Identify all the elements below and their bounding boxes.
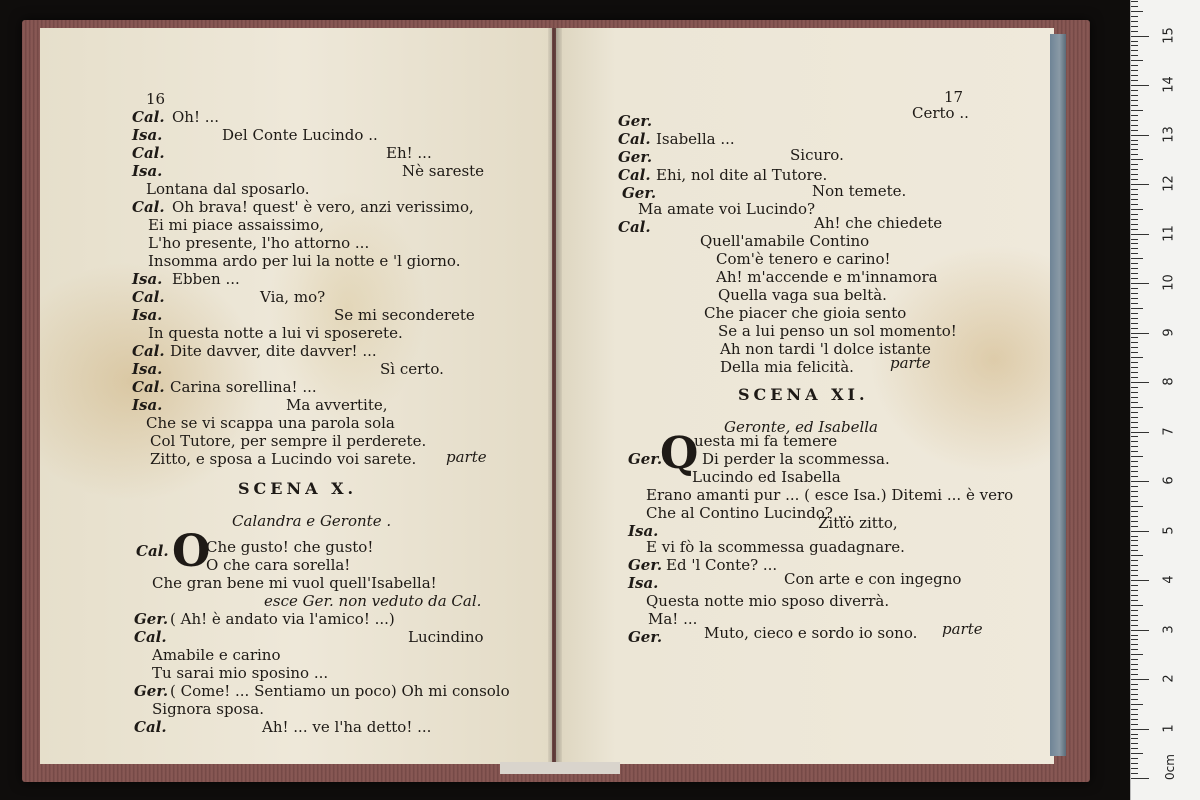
verse-line: Zitto, e sposa a Lucindo voi sarete.	[150, 450, 417, 468]
ruler-tick	[1131, 85, 1149, 86]
speaker: Ger.	[628, 450, 663, 468]
ruler-tick	[1131, 659, 1138, 660]
ruler-tick	[1131, 689, 1138, 690]
verse-line: O che cara sorella!	[206, 556, 351, 574]
verse-line: Ei mi piace assaissimo,	[148, 216, 324, 234]
ruler-tick	[1131, 427, 1138, 428]
ruler-tick	[1131, 70, 1138, 71]
ruler-tick	[1131, 174, 1138, 175]
verse-line: Che gran bene mi vuol quell'Isabella!	[152, 574, 437, 592]
speaker: Ger.	[134, 682, 169, 700]
ruler-number: 11	[1161, 224, 1177, 242]
ruler-number: 1	[1161, 723, 1177, 733]
speaker: Isa.	[132, 126, 163, 144]
verse-line: Lucindino	[408, 628, 484, 646]
ruler-tick	[1131, 164, 1138, 165]
scene-heading: SCENA XI.	[738, 385, 869, 404]
speaker: Isa.	[132, 396, 163, 414]
ruler-tick	[1131, 768, 1138, 769]
ruler-tick	[1131, 456, 1143, 457]
verse-line: Isabella ...	[656, 130, 735, 148]
ruler-tick	[1131, 719, 1138, 720]
ruler-tick	[1131, 694, 1138, 695]
ruler-tick	[1131, 268, 1138, 269]
ruler-tick	[1131, 144, 1138, 145]
verse-line: Signora sposa.	[152, 700, 264, 718]
ruler-number: 8	[1161, 377, 1177, 386]
ruler-tick	[1131, 595, 1138, 596]
ruler-tick	[1131, 130, 1138, 131]
drop-cap: O	[172, 526, 211, 577]
verse-line: Che gusto! che gusto!	[206, 538, 374, 556]
ruler-tick	[1131, 347, 1138, 348]
ruler-tick	[1131, 204, 1138, 205]
verse-line: Ed 'l Conte? ...	[666, 556, 778, 574]
ruler-tick	[1131, 149, 1138, 150]
ruler-tick	[1131, 580, 1149, 581]
ruler-tick	[1131, 412, 1138, 413]
ruler-tick	[1131, 417, 1138, 418]
ruler-tick	[1131, 481, 1149, 482]
ruler-tick	[1131, 1, 1138, 2]
spine-strip	[500, 762, 620, 774]
ruler-tick	[1131, 422, 1138, 423]
ruler-unit-label: 0cm	[1162, 754, 1177, 780]
ruler-tick	[1131, 436, 1138, 437]
ruler-tick	[1131, 382, 1149, 383]
verse-line: E vi fò la scommessa guadagnare.	[646, 538, 905, 556]
ruler-tick	[1131, 318, 1138, 319]
ruler-tick	[1131, 140, 1138, 141]
ruler-tick	[1131, 486, 1138, 487]
ruler-tick	[1131, 763, 1138, 764]
ruler-tick	[1131, 313, 1138, 314]
ruler-tick	[1131, 669, 1138, 670]
speaker: Cal.	[132, 198, 165, 216]
ruler-tick	[1131, 476, 1138, 477]
speaker: Isa.	[628, 574, 659, 592]
ruler-tick	[1131, 461, 1138, 462]
verse-line: Com'è tenero e carino!	[716, 250, 891, 268]
ruler-tick	[1131, 610, 1138, 611]
ruler-tick	[1131, 531, 1149, 532]
ruler-tick	[1131, 441, 1138, 442]
scene-heading: SCENA X.	[238, 479, 358, 498]
ruler-tick	[1131, 724, 1138, 725]
ruler-tick	[1131, 635, 1138, 636]
speaker: Ger.	[628, 628, 663, 646]
verse-line: Muto, cieco e sordo io sono.	[704, 624, 918, 642]
ruler-tick	[1131, 90, 1138, 91]
ruler-tick	[1131, 169, 1138, 170]
verse-line: Eh! ...	[386, 144, 432, 162]
ruler-number: 12	[1161, 175, 1177, 192]
speaker: Cal.	[618, 166, 651, 184]
stage-direction: esce Ger. non veduto da Cal.	[264, 592, 482, 610]
ruler-tick	[1131, 407, 1143, 408]
ruler-tick	[1131, 466, 1138, 467]
ruler-tick	[1131, 555, 1143, 556]
ruler-tick	[1131, 570, 1138, 571]
ruler-tick	[1131, 110, 1143, 111]
ruler-tick	[1131, 219, 1138, 220]
ruler-tick	[1131, 630, 1149, 631]
speaker: Cal.	[132, 108, 165, 126]
ruler-tick	[1131, 432, 1149, 433]
ruler-tick	[1131, 600, 1138, 601]
verse-line: Che piacer che gioia sento	[704, 304, 907, 322]
verse-line: Col Tutore, per sempre il perderete.	[150, 432, 427, 450]
ruler-tick	[1131, 26, 1138, 27]
exit-note: parte	[942, 620, 983, 638]
ruler-tick	[1131, 387, 1138, 388]
ruler-number: 4	[1161, 575, 1177, 584]
ruler-tick	[1131, 293, 1138, 294]
ruler-tick	[1131, 184, 1149, 185]
ruler-tick	[1131, 328, 1138, 329]
ruler-number: 6	[1161, 476, 1177, 485]
ruler-number: 3	[1161, 624, 1177, 634]
verse-line: L'ho presente, l'ho attorno ...	[148, 234, 370, 252]
ruler-tick	[1131, 50, 1138, 51]
ruler-tick	[1131, 159, 1143, 160]
page-edges	[1050, 34, 1066, 756]
ruler-tick	[1131, 778, 1149, 779]
speaker: Cal.	[134, 628, 167, 646]
speaker: Isa.	[132, 270, 163, 288]
ruler-tick	[1131, 565, 1138, 566]
verse-line: Con arte e con ingegno	[784, 570, 962, 588]
exit-note: parte	[890, 354, 931, 372]
ruler-number: 10	[1161, 274, 1177, 291]
ruler-tick	[1131, 41, 1138, 42]
verse-line: Ah! ... ve l'ha detto! ...	[262, 718, 432, 736]
ruler-tick	[1131, 352, 1138, 353]
ruler-tick	[1131, 575, 1138, 576]
ruler-tick	[1131, 248, 1138, 249]
speaker: Isa.	[132, 162, 163, 180]
ruler-number: 14	[1161, 76, 1177, 93]
ruler-tick	[1131, 31, 1138, 32]
speaker: Cal.	[132, 288, 165, 306]
verse-line: Via, mo?	[260, 288, 326, 306]
verse-line: Lucindo ed Isabella	[692, 468, 841, 486]
ruler-tick	[1131, 397, 1138, 398]
ruler-tick	[1131, 654, 1143, 655]
ruler-tick	[1131, 6, 1138, 7]
ruler-tick	[1131, 773, 1138, 774]
ruler-tick	[1131, 120, 1138, 121]
ruler-tick	[1131, 95, 1138, 96]
ruler-tick	[1131, 229, 1138, 230]
ruler-tick	[1131, 303, 1138, 304]
ruler-tick	[1131, 234, 1149, 235]
verse-line: Carina sorellina! ...	[170, 378, 317, 396]
verse-line: Se mi seconderete	[334, 306, 475, 324]
ruler-tick	[1131, 179, 1138, 180]
ruler-tick	[1131, 605, 1143, 606]
verse-line: Oh brava! quest' è vero, anzi verissimo,	[172, 198, 474, 216]
ruler-tick	[1131, 263, 1138, 264]
ruler-number: 7	[1161, 426, 1177, 436]
ruler-number: 15	[1161, 26, 1177, 44]
ruler-tick	[1131, 758, 1138, 759]
speaker: Ger.	[618, 112, 653, 130]
verse-line: Certo ..	[912, 104, 969, 122]
ruler-tick	[1131, 516, 1138, 517]
verse-line: Ehi, nol dite al Tutore.	[656, 166, 828, 184]
verse-line: Oh! ...	[172, 108, 220, 126]
ruler-tick	[1131, 209, 1143, 210]
ruler-tick	[1131, 392, 1138, 393]
speaker: Ger.	[628, 556, 663, 574]
verse-line: Dite davver, dite davver! ...	[170, 342, 377, 360]
speaker: Ger.	[622, 184, 657, 202]
ruler-tick	[1131, 125, 1138, 126]
verse-line: Tu sarai mio sposino ...	[152, 664, 329, 682]
ruler-tick	[1131, 709, 1138, 710]
speaker: Ger.	[134, 610, 169, 628]
ruler-tick	[1131, 100, 1138, 101]
ruler-tick	[1131, 590, 1138, 591]
ruler-tick	[1131, 135, 1149, 136]
ruler-tick	[1131, 649, 1138, 650]
right-page	[556, 28, 1054, 764]
ruler-tick	[1131, 273, 1138, 274]
ruler-tick	[1131, 545, 1138, 546]
ruler-number: 2	[1161, 674, 1177, 683]
page-number: 16	[146, 90, 166, 108]
ruler-tick	[1131, 704, 1143, 705]
verse-line: Nè sareste	[402, 162, 485, 180]
speaker: Cal.	[134, 718, 167, 736]
verse-line: Ma avvertite,	[286, 396, 388, 414]
ruler-tick	[1131, 734, 1138, 735]
verse-line: Del Conte Lucindo ..	[222, 126, 378, 144]
ruler-tick	[1131, 511, 1138, 512]
ruler-tick	[1131, 115, 1138, 116]
ruler-tick	[1131, 80, 1138, 81]
verse-line: Ah non tardi 'l dolce istante	[720, 340, 931, 358]
page-number: 17	[944, 88, 964, 106]
speaker: Isa.	[132, 306, 163, 324]
ruler-tick	[1131, 471, 1138, 472]
scene-characters: Calandra e Geronte .	[232, 512, 392, 530]
verse-line: Di perder la scommessa.	[702, 450, 890, 468]
ruler-tick	[1131, 11, 1143, 12]
verse-line: Quella vaga sua beltà.	[718, 286, 887, 304]
verse-line: Amabile e carino	[152, 646, 281, 664]
ruler-tick	[1131, 521, 1138, 522]
verse-line: Ah! che chiedete	[814, 214, 943, 232]
ruler-tick	[1131, 743, 1138, 744]
speaker: Cal.	[618, 218, 651, 236]
speaker: Cal.	[132, 144, 165, 162]
ruler-tick	[1131, 283, 1149, 284]
book-gutter	[548, 28, 562, 764]
verse-line: In questa notte a lui vi sposerete.	[148, 324, 403, 342]
verse-line: Lontana dal sposarlo.	[146, 180, 310, 198]
speaker: Cal.	[132, 378, 165, 396]
speaker: Cal.	[132, 342, 165, 360]
ruler-tick	[1131, 540, 1138, 541]
ruler-tick	[1131, 748, 1138, 749]
ruler-tick	[1131, 496, 1138, 497]
ruler-tick	[1131, 154, 1138, 155]
ruler-tick	[1131, 55, 1138, 56]
verse-line: ( Come! ... Sentiamo un poco) Oh mi consolo	[170, 682, 510, 700]
ruler-tick	[1131, 714, 1138, 715]
ruler-tick	[1131, 333, 1149, 334]
ruler-tick	[1131, 679, 1149, 680]
ruler-tick	[1131, 625, 1138, 626]
verse-line: Erano amanti pur ... ( esce Isa.) Ditemi ... è vero	[646, 486, 1014, 504]
ruler-tick	[1131, 189, 1138, 190]
ruler-tick	[1131, 65, 1138, 66]
speaker: Cal.	[136, 542, 169, 560]
ruler-tick	[1131, 288, 1138, 289]
ruler-tick	[1131, 362, 1138, 363]
ruler-tick	[1131, 243, 1138, 244]
ruler-tick	[1131, 75, 1138, 76]
ruler-tick	[1131, 446, 1138, 447]
ruler-tick	[1131, 342, 1138, 343]
ruler-tick	[1131, 105, 1138, 106]
verse-line: Che al Contino Lucindo? ...	[646, 504, 852, 522]
verse-line: Questa notte mio sposo diverrà.	[646, 592, 890, 610]
drop-cap: Q	[660, 428, 699, 479]
ruler-tick	[1131, 738, 1138, 739]
ruler-tick	[1131, 308, 1143, 309]
ruler-tick	[1131, 194, 1138, 195]
verse-line: Sì certo.	[380, 360, 444, 378]
speaker: Cal.	[618, 130, 651, 148]
verse-line: Della mia felicità.	[720, 358, 854, 376]
ruler-tick	[1131, 674, 1138, 675]
ruler-tick	[1131, 615, 1138, 616]
ruler-tick	[1131, 323, 1138, 324]
verse-line: Quell'amabile Contino	[700, 232, 870, 250]
left-page	[40, 28, 552, 764]
verse-line: Zitto zitto,	[818, 514, 898, 532]
verse-line: Ma! ...	[648, 610, 698, 628]
ruler-tick	[1131, 60, 1143, 61]
ruler-number: 13	[1161, 125, 1177, 143]
speaker: Isa.	[628, 522, 659, 540]
ruler-tick	[1131, 501, 1138, 502]
ruler-tick	[1131, 253, 1138, 254]
ruler-tick	[1131, 753, 1143, 754]
verse-line: Insomma ardo per lui la notte e 'l giorno.	[148, 252, 461, 270]
ruler-tick	[1131, 664, 1138, 665]
verse-line: Che se vi scappa una parola sola	[146, 414, 395, 432]
ruler-tick	[1131, 377, 1138, 378]
verse-line: ( Ah! è andato via l'amico! ...)	[170, 610, 395, 628]
ruler-tick	[1131, 36, 1149, 37]
ruler-tick	[1131, 21, 1138, 22]
ruler-number: 5	[1161, 525, 1177, 535]
ruler-tick	[1131, 536, 1138, 537]
ruler-tick	[1131, 550, 1138, 551]
ruler-tick	[1131, 357, 1143, 358]
scene-characters: Geronte, ed Isabella	[724, 418, 878, 436]
speaker: Isa.	[132, 360, 163, 378]
ruler-tick	[1131, 16, 1138, 17]
verse-line: Ma amate voi Lucindo?	[638, 200, 816, 218]
ruler-tick	[1131, 451, 1138, 452]
verse-line: Ebben ...	[172, 270, 240, 288]
verse-line: Se a lui penso un sol momento!	[718, 322, 957, 340]
verse-line: Sicuro.	[790, 146, 844, 164]
ruler-tick	[1131, 278, 1138, 279]
ruler-tick	[1131, 560, 1138, 561]
ruler-tick	[1131, 639, 1138, 640]
measuring-ruler	[1130, 0, 1200, 800]
ruler-tick	[1131, 224, 1138, 225]
ruler-tick	[1131, 298, 1138, 299]
exit-note: parte	[446, 448, 487, 466]
ruler-tick	[1131, 729, 1149, 730]
verse-line: uesta mi fa temere	[694, 432, 838, 450]
ruler-tick	[1131, 684, 1138, 685]
verse-line: Ah! m'accende e m'innamora	[716, 268, 938, 286]
ruler-tick	[1131, 644, 1138, 645]
ruler-number: 9	[1161, 327, 1177, 337]
ruler-tick	[1131, 620, 1138, 621]
ruler-tick	[1131, 402, 1138, 403]
ruler-tick	[1131, 506, 1143, 507]
ruler-tick	[1131, 337, 1138, 338]
ruler-tick	[1131, 491, 1138, 492]
ruler-tick	[1131, 45, 1138, 46]
ruler-tick	[1131, 585, 1138, 586]
ruler-tick	[1131, 699, 1138, 700]
ruler-tick	[1131, 372, 1138, 373]
verse-line: Non temete.	[812, 182, 907, 200]
ruler-tick	[1131, 239, 1138, 240]
speaker: Ger.	[618, 148, 653, 166]
ruler-tick	[1131, 199, 1138, 200]
ruler-tick	[1131, 526, 1138, 527]
ruler-tick	[1131, 367, 1138, 368]
ruler-tick	[1131, 258, 1143, 259]
ruler-tick	[1131, 214, 1138, 215]
